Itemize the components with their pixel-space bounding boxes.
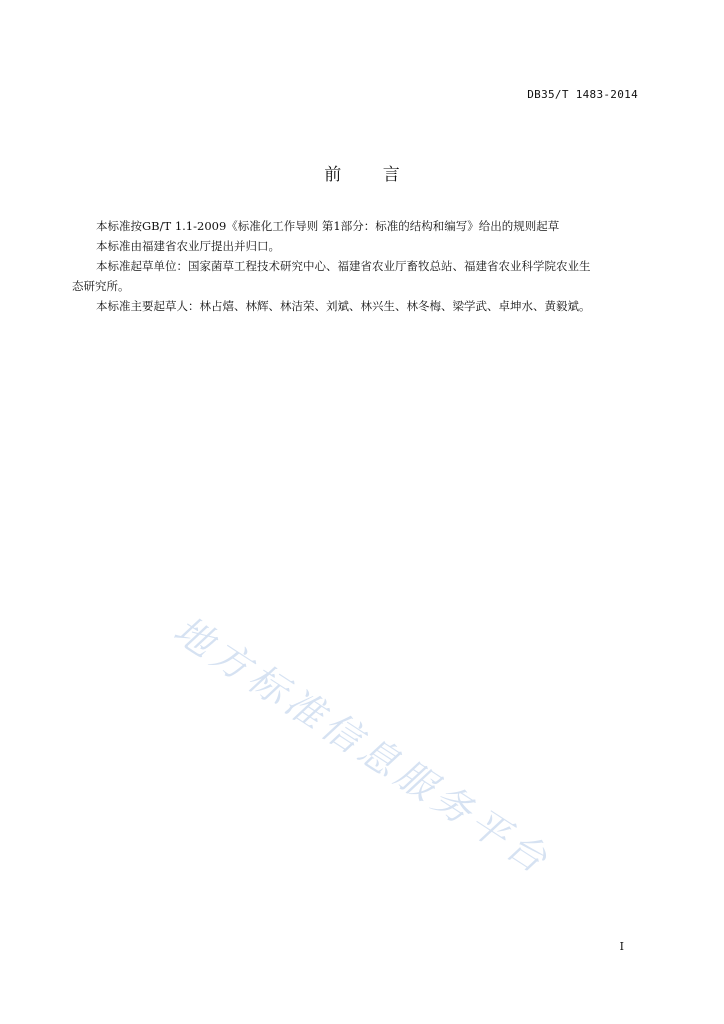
foreword-body — [72, 216, 644, 316]
watermark-text: 地方标准信息服务平台 — [166, 607, 560, 885]
document-code: DB35/T 1483-2014 — [527, 88, 638, 101]
paragraph-drafting-rules: 本标准按GB/T 1.1-2009《标准化工作导则 第1部分：标准的结构和编写》给出的规则起草 — [96, 219, 560, 233]
page-number: I — [619, 940, 624, 953]
paragraph-drafters: 本标准主要起草人：林占熺、林辉、林洁荣、刘斌、林兴生、林冬梅、梁学武、卓坤水、黄毅斌。 — [96, 299, 591, 313]
drafting-units-line2: 态研究所。 — [72, 279, 130, 293]
paragraph-drafting-units — [72, 256, 644, 296]
paragraph-proposer: 本标准由福建省农业厅提出并归口。 — [96, 239, 280, 253]
page-title: 前 言 — [324, 165, 418, 185]
drafting-units-line1: 本标准起草单位：国家菌草工程技术研究中心、福建省农业厅畜牧总站、福建省农业科学院农业生 — [96, 259, 591, 273]
